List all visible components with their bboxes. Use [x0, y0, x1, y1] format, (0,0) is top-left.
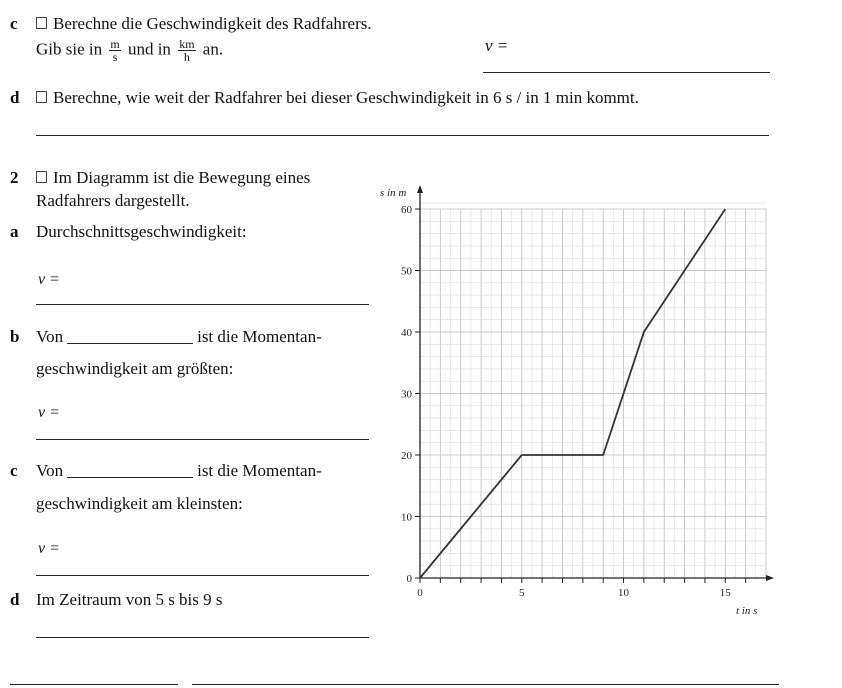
task-c-answer-line[interactable]	[483, 72, 770, 73]
unit-km-per-h: $\frac{km}{h}$	[179, 37, 195, 64]
task-c-question	[36, 14, 372, 34]
checkbox-icon[interactable]	[36, 17, 47, 29]
task2-intro-line1: Im Diagramm ist die Bewegung eines	[53, 168, 311, 187]
task2c-label: c	[10, 461, 18, 480]
checkbox-icon[interactable]	[36, 171, 47, 183]
x-tick-label: 15	[719, 587, 731, 599]
task2b-label: b	[10, 327, 20, 346]
task2b-blank[interactable]	[67, 329, 193, 344]
task2d-text: Im Zeitraum von 5 s bis 9 s	[36, 590, 223, 609]
task-c-label: c	[10, 14, 18, 33]
task2b-line1	[36, 327, 322, 347]
y-axis-arrow-icon	[417, 185, 423, 193]
x-tick-label: 0	[417, 587, 423, 599]
unit-m-per-s: $\frac{m}{s}$	[110, 37, 120, 64]
checkbox-icon[interactable]	[36, 91, 47, 103]
chart-axes	[417, 185, 774, 581]
task2c-line1	[36, 461, 322, 481]
y-tick-label: 10	[401, 511, 412, 524]
x-axis-arrow-icon	[766, 575, 774, 581]
task2a-answer-prefix: v =	[38, 271, 60, 288]
y-tick-label: 20	[401, 450, 412, 462]
task2b-pre: Von	[36, 327, 64, 346]
task2-intro	[36, 168, 310, 188]
task2c-answer-prefix: v =	[38, 540, 60, 557]
task-c-text: Berechne die Geschwindigkeit des Radfahrers.	[53, 14, 372, 33]
y-tick-label: 50	[401, 265, 412, 278]
task-c-units-line	[36, 38, 223, 63]
task-c-units-text-c: an.	[202, 39, 224, 59]
task-d-question	[36, 88, 639, 108]
y-tick-label: 0	[406, 573, 412, 585]
task2c-blank[interactable]	[67, 463, 193, 478]
x-tick-label: 10	[618, 587, 630, 599]
y-tick-label: 40	[401, 327, 412, 339]
task2-number: 2	[10, 168, 19, 187]
x-axis-label: t in s	[736, 605, 758, 617]
task-c-units-text-b: und in	[127, 39, 171, 59]
bottom-line-left	[10, 684, 178, 685]
task-d-label: d	[10, 88, 20, 107]
task2a-answer-line[interactable]	[36, 304, 369, 305]
task-c-units-text-a: Gib sie in	[36, 39, 103, 59]
task2b-answer-line[interactable]	[36, 439, 369, 440]
y-axis-label: s in m	[380, 187, 407, 199]
task2a-label: a	[10, 222, 19, 241]
task2c-pre: Von	[36, 461, 64, 480]
task2b-answer-prefix: v =	[38, 404, 60, 421]
chart-grid	[420, 203, 766, 578]
task2b-post: ist die Momentan-	[197, 327, 322, 346]
task2c-answer-line[interactable]	[36, 575, 369, 576]
task2d-label: d	[10, 590, 20, 609]
task2d-answer-line[interactable]	[36, 637, 369, 638]
task-c-answer-prefix: v =	[485, 36, 509, 55]
y-tick-label: 30	[401, 388, 412, 401]
task-d-answer-line[interactable]	[36, 135, 769, 136]
distance-time-chart	[370, 182, 780, 622]
task2c-line2: geschwindigkeit am kleinsten:	[36, 494, 243, 513]
task2c-post: ist die Momentan-	[197, 461, 322, 480]
y-tick-label: 60	[401, 204, 412, 216]
task-d-text: Berechne, wie weit der Radfahrer bei dieser Geschwindigkeit in 6 s / in 1 min kommt.	[53, 88, 639, 107]
x-tick-label: 5	[519, 587, 525, 599]
task2b-line2: geschwindigkeit am größten:	[36, 359, 234, 378]
task2a-text: Durchschnittsgeschwindigkeit:	[36, 222, 247, 241]
task2-intro-line2: Radfahrers dargestellt.	[36, 191, 190, 210]
bottom-line-right	[192, 684, 779, 685]
